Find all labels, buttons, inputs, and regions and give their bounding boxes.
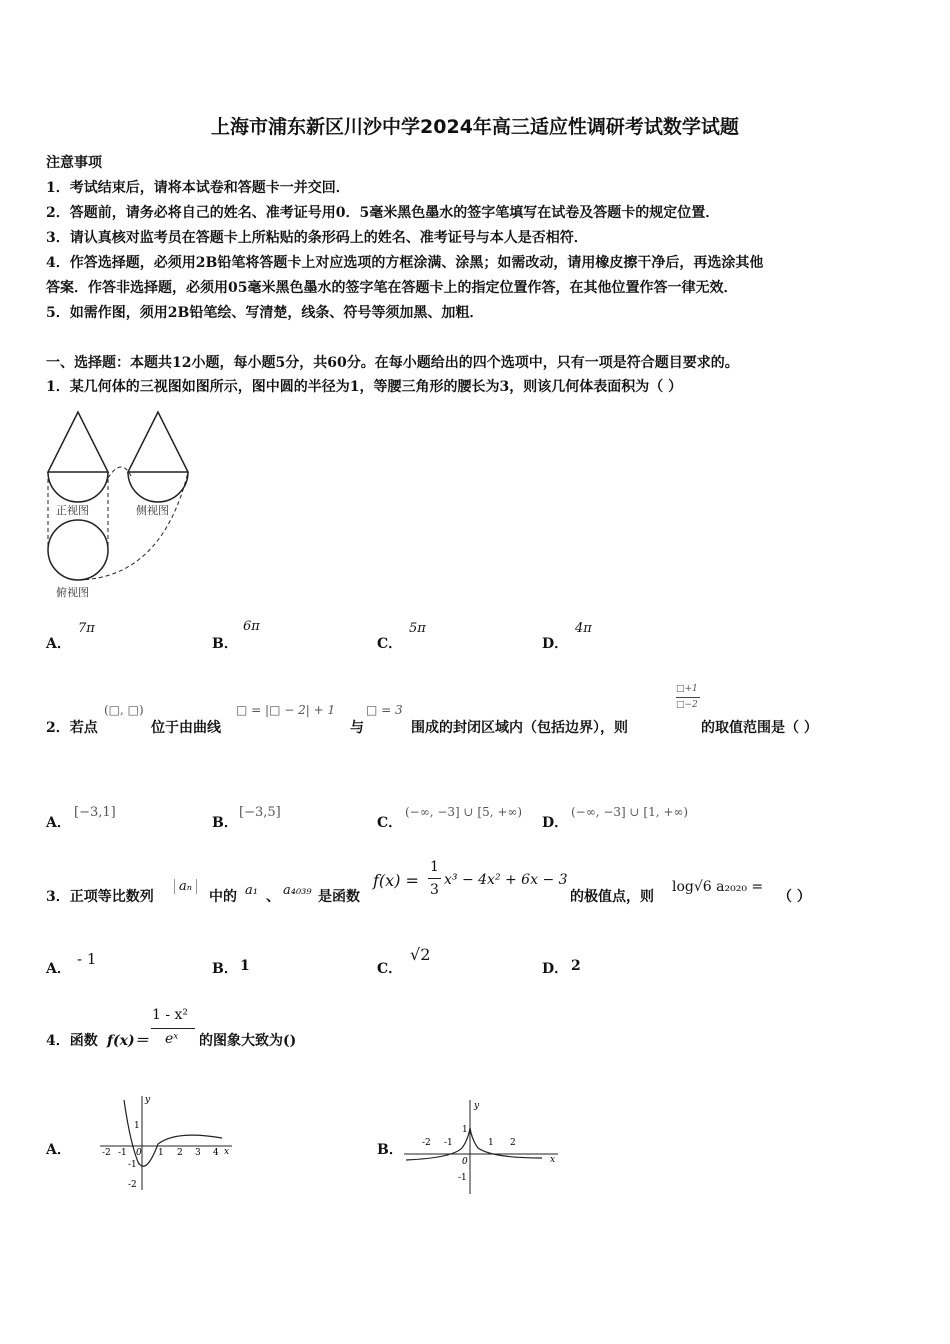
q1-option-a-letter: A． [46,636,71,652]
q1-option-c-letter: C． [377,636,403,652]
side-view-triangle [128,412,188,472]
graph-b-x-tick: 0 [462,1157,468,1167]
q3-option-c-letter: C． [377,961,403,977]
graph-a-x-tick: 3 [195,1148,201,1158]
front-view-triangle [48,412,108,472]
q3-option-a-letter: A． [46,961,71,977]
q2-line: □ = 3 [366,703,403,717]
q4-option-a-letter: A． [46,1142,71,1158]
graph-a-x-tick: -1 [118,1148,127,1158]
q1-option-a-value: 7π [78,621,95,636]
graph-b-x-tick: -1 [444,1138,453,1148]
q1-three-views-figure [42,406,212,602]
graph-a-x-tick: 4 [213,1148,219,1158]
top-view-circle [48,520,108,580]
q4-text-1: 4．函数 [46,1033,98,1049]
q3-frac-bar [428,878,441,879]
q3-text-3: 是函数 [318,889,360,905]
notice-item: 3．请认真核对监考员在答题卡上所粘贴的条形码上的姓名、准考证号与本人是否相符． [46,230,588,246]
q2-point: (□, □) [104,703,144,717]
q2-frac-bar [676,697,700,698]
page-title: 上海市浦东新区川沙中学2024年高三适应性调研考试数学试题 [211,116,739,138]
graph-b-x-tick: 2 [510,1138,516,1148]
notice-item: 2．答题前，请务必将自己的姓名、准考证号用0．5毫米黑色墨水的签字笔填写在试卷及答题卡的规定位置． [46,205,720,221]
graph-a-x-tick: 1 [158,1148,164,1158]
graph-b-y-axis-label: y [474,1101,480,1111]
graph-a-x-tick: -2 [102,1148,111,1158]
graph-b-y-tick: 1 [462,1125,468,1135]
q3-option-a-value: - 1 [77,950,97,968]
q2-text-5: 的取值范围是（ ） [701,720,818,736]
q2-option-b-value: [−3,5] [239,805,281,820]
front-view-label: 正视图 [56,504,89,517]
q2-curve: □ = |□ − 2| + 1 [236,703,336,717]
top-view-label: 俯视图 [56,586,89,599]
q2-option-a-value: [−3,1] [74,805,116,820]
section-heading: 一、选择题：本题共12小题，每小题5分，共60分。在每小题给出的四个选项中，只有一项是符合题目要求的。 [46,355,739,371]
q1-option-d-value: 4π [575,621,592,636]
q3-text-5: （ ） [778,889,811,905]
q3-frac-num: 1 [430,859,439,875]
q2-frac-num: □+1 [676,684,698,694]
graph-a-y-tick: 1 [134,1121,140,1131]
q3-text-2: 中的 [209,889,237,905]
q2-text-2: 位于由曲线 [151,720,221,736]
graph-b-x-tick: -2 [422,1138,431,1148]
q3-option-c-value: √2 [410,945,431,964]
notice-item: 5．如需作图，须用2B铅笔绘、写清楚，线条、符号等须加黑、加粗． [46,305,484,321]
q3-option-b-letter: B． [212,961,238,977]
graph-b-x-axis-label: x [550,1155,556,1165]
q4-frac-bar [151,1028,195,1029]
q4-graph-a [98,1092,238,1192]
q3-log: log√6 a₂₀₂₀ = [672,879,764,895]
q2-text-4: 围成的封闭区域内（包括边界），则 [411,720,628,736]
notice-item: 4．作答选择题，必须用2B铅笔将答题卡上对应选项的方框涂满、涂黑；如需改动，请用橡皮擦干净后，再选涂其他 [46,255,764,271]
notice-item: 答案．作答非选择题，必须用05毫米黑色墨水的签字笔在答题卡上的指定位置作答，在其他位置作答一律无效． [46,280,738,296]
notice-item: 1．考试结束后，请将本试卷和答题卡一并交回． [46,180,350,196]
q1-stem: 1．某几何体的三视图如图所示，图中圆的半径为1，等腰三角形的腰长为3，则该几何体表面积为（ ） [46,379,683,395]
graph-b-y-tick: -1 [458,1173,467,1183]
q3-option-b-value: 1 [240,958,250,974]
q2-frac-den: □−2 [676,700,698,710]
graph-a-x-tick: 2 [177,1148,183,1158]
graph-a-y-axis-label: y [145,1095,151,1105]
q2-option-c-value: (−∞, −3] ∪ [5, +∞) [405,805,523,819]
q3-a1: a₁ [245,883,258,898]
q3-text-1: 3．正项等比数列 [46,889,154,905]
q3-frac-den: 3 [430,882,439,898]
q3-fx-rest: x³ − 4x² + 6x − 3 [444,872,568,888]
q2-option-d-value: (−∞, −3] ∪ [1, +∞) [571,805,689,819]
q3-fx: f(x) = [373,871,419,890]
q2-text-1: 2．若点 [46,720,98,736]
graph-a-y-tick: -2 [128,1180,137,1190]
q2-option-b-letter: B． [212,815,238,831]
graph-a-y-tick: -1 [128,1160,137,1170]
side-view-label: 侧视图 [136,504,169,517]
q4-option-b-letter: B． [377,1142,403,1158]
q4-text-2: 的图象大致为() [199,1033,297,1049]
q2-option-d-letter: D． [542,815,569,831]
q2-text-3: 与 [350,720,364,736]
q3-option-d-value: 2 [571,958,581,974]
graph-a-x-axis-label: x [224,1147,230,1157]
front-view-semicircle [48,472,108,502]
q1-option-b-value: 6π [243,619,260,634]
q1-option-b-letter: B． [212,636,238,652]
graph-b-x-tick: 1 [488,1138,494,1148]
q4-fx: f(x)＝ [107,1033,149,1049]
side-view-semicircle [128,472,188,502]
q3-text-4: 的极值点，则 [570,889,654,905]
q4-frac-den: eˣ [165,1031,179,1047]
q3-option-d-letter: D． [542,961,569,977]
q2-option-c-letter: C． [377,815,403,831]
q3-separator: 、 [266,889,280,905]
q2-option-a-letter: A． [46,815,71,831]
q1-option-c-value: 5π [409,621,426,636]
notice-heading: 注意事项 [46,155,102,171]
q4-graph-b [402,1096,562,1196]
q3-a4039: a₄₀₃₉ [283,883,312,898]
q4-frac-num: 1 - x² [152,1007,189,1023]
graph-a-x-tick: 0 [136,1148,142,1158]
q1-option-d-letter: D． [542,636,569,652]
q3-sequence: aₙ [174,879,197,894]
